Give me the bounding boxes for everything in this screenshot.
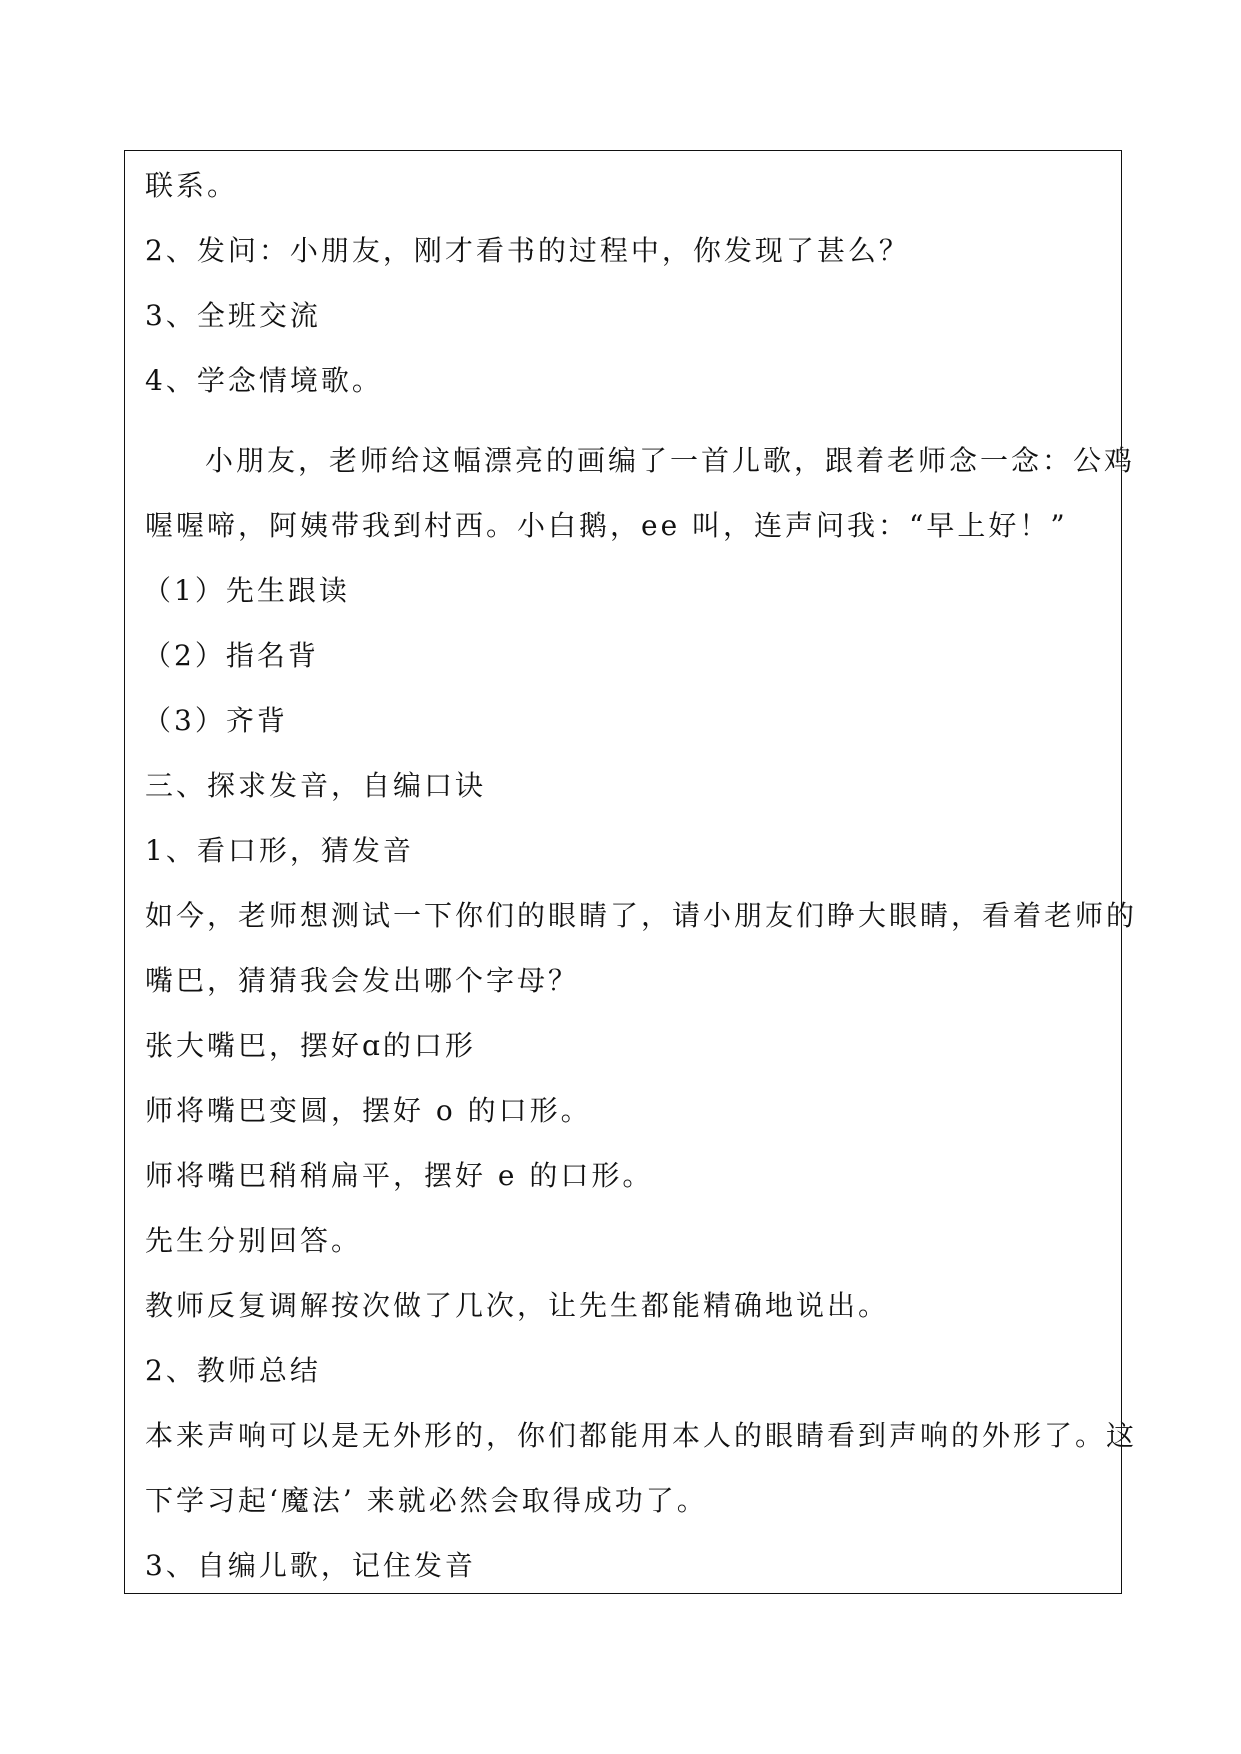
text-line: 3、自编儿歌，记住发音 [145, 1549, 476, 1582]
text-line: 小朋友，老师给这幅漂亮的画编了一首儿歌，跟着老师念一念：公鸡 [205, 444, 1136, 477]
text-line: 2、教师总结 [145, 1354, 321, 1387]
text-line: 如今，老师想测试一下你们的眼睛了，请小朋友们睁大眼睛，看着老师的 [145, 899, 1138, 932]
text-line: 本来声响可以是无外形的，你们都能用本人的眼睛看到声响的外形了。这 [145, 1419, 1138, 1452]
content-frame [124, 150, 1138, 1594]
text-line: （1）先生跟读 [143, 574, 350, 607]
text-line: 喔喔啼，阿姨带我到村西。小白鹅，ee 叫，连声问我：“早上好！” [145, 509, 1068, 542]
text-line: 联系。 [145, 169, 239, 202]
text-line: （3）齐背 [143, 704, 288, 737]
text-line: 师将嘴巴变圆，摆好 o 的口形。 [145, 1094, 592, 1127]
text-line: 教师反复调解按次做了几次，让先生都能精确地说出。 [145, 1289, 890, 1322]
text-line: 下学习起‘魔法’ 来就必然会取得成功了。 [145, 1484, 708, 1517]
text-line: 4、学念情境歌。 [145, 364, 383, 397]
section-heading: 三、探求发音，自编口诀 [145, 769, 487, 802]
text-line: 1、看口形，猜发音 [145, 834, 414, 867]
text-line: 张大嘴巴，摆好ɑ的口形 [145, 1029, 476, 1062]
text-line: （2）指名背 [143, 639, 319, 672]
text-line: 师将嘴巴稍稍扁平，摆好 e 的口形。 [145, 1159, 654, 1192]
text-line: 嘴巴，猜猜我会发出哪个字母？ [145, 964, 580, 997]
text-line: 先生分别回答。 [145, 1224, 363, 1257]
text-line: 2、发问：小朋友，刚才看书的过程中，你发现了甚么？ [145, 234, 910, 267]
text-line: 3、全班交流 [145, 299, 321, 332]
